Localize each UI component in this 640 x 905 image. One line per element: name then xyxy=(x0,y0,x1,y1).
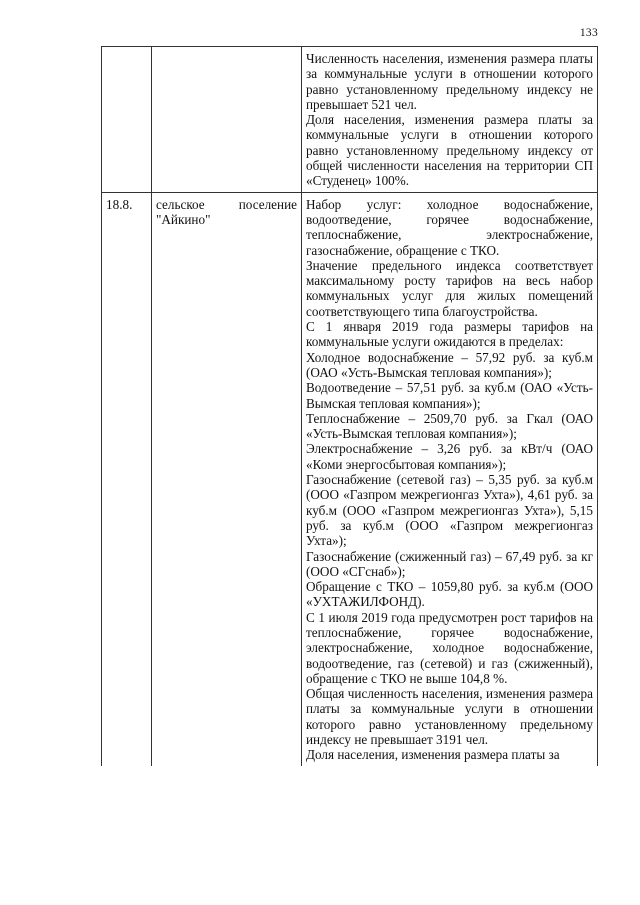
description-cell xyxy=(302,47,598,193)
table-row xyxy=(102,47,598,193)
description-paragraph: Холодное водоснабжение – 57,92 руб. за куб.м (ОАО «Усть-Вымская тепловая компания»); xyxy=(306,349,593,380)
description-paragraph: Набор услуг: холодное водоснабжение, водоотведение, горячее водоснабжение, теплоснабжение, электроснабжение, газоснабжение, обращение с ТКО. xyxy=(306,196,593,258)
description-paragraph: Доля населения, изменения размера платы за коммунальные услуги в отношении которого равно установленному предельному индексу от общей численности населения на территории СП «Студенец» 100%. xyxy=(306,112,593,189)
description-paragraph: Численность населения, изменения размера платы за коммунальные услуги в отношении которого равно установленному предельному индексу не превышает 521 чел. xyxy=(306,51,593,112)
description-paragraph: С 1 января 2019 года размеры тарифов на коммунальные услуги ожидаются в пределах: xyxy=(306,319,593,350)
settlement-name-cell xyxy=(152,47,302,193)
settlement-name: "Айкино" xyxy=(156,211,211,227)
settlement-type: сельское поселение xyxy=(156,196,297,212)
table-row xyxy=(102,192,598,765)
description-paragraph: С 1 июля 2019 года предусмотрен рост тарифов на теплоснабжение, горячее водоснабжение, электроснабжение, холодное водоснабжение, водоотведение, газ (сетевой) и газ (сжиженный), обращение с ТКО не выше 104,8 %. xyxy=(306,609,593,686)
description-cell xyxy=(302,192,598,765)
row-number-cell: 18.8. xyxy=(102,192,152,765)
page-number: 133 xyxy=(579,27,598,39)
description-paragraph: Водоотведение – 57,51 руб. за куб.м (ОАО «Усть-Вымская тепловая компания»); xyxy=(306,380,593,411)
settlement-name-cell xyxy=(152,192,302,765)
description-paragraph: Теплоснабжение – 2509,70 руб. за Гкал (ОАО «Усть-Вымская тепловая компания»); xyxy=(306,410,593,442)
description-paragraph: Значение предельного индекса соответствует максимальному росту тарифов на весь набор коммунальных услуг для жилых помещений соответствующего типа благоустройства. xyxy=(306,257,593,319)
description-paragraph: Доля населения, изменения размера платы за xyxy=(306,747,560,763)
description-paragraph: Обращение с ТКО – 1059,80 руб. за куб.м (ООО «УХТАЖИЛФОНД). xyxy=(306,579,593,610)
row-number-cell xyxy=(102,47,152,193)
tariff-table xyxy=(101,46,598,766)
description-paragraph: Электроснабжение – 3,26 руб. за кВт/ч (ОАО «Коми энергосбытовая компания»); xyxy=(306,441,593,472)
description-paragraph: Общая численность населения, изменения размера платы за коммунальные услуги в отношении которого равно установленному предельному индексу не превышает 3191 чел. xyxy=(306,686,593,748)
description-paragraph: Газоснабжение (сетевой газ) – 5,35 руб. за куб.м (ООО «Газпром межрегионгаз Ухта»), 4,61 руб. за куб.м (ООО «Газпром межрегионгаз Ухта»), 5,15 руб. за куб.м (ООО «Газпром межрегионгаз Ухта»); xyxy=(306,472,593,549)
description-paragraph: Газоснабжение (сжиженный газ) – 67,49 руб. за кг (ООО «СГснаб»); xyxy=(306,548,593,579)
